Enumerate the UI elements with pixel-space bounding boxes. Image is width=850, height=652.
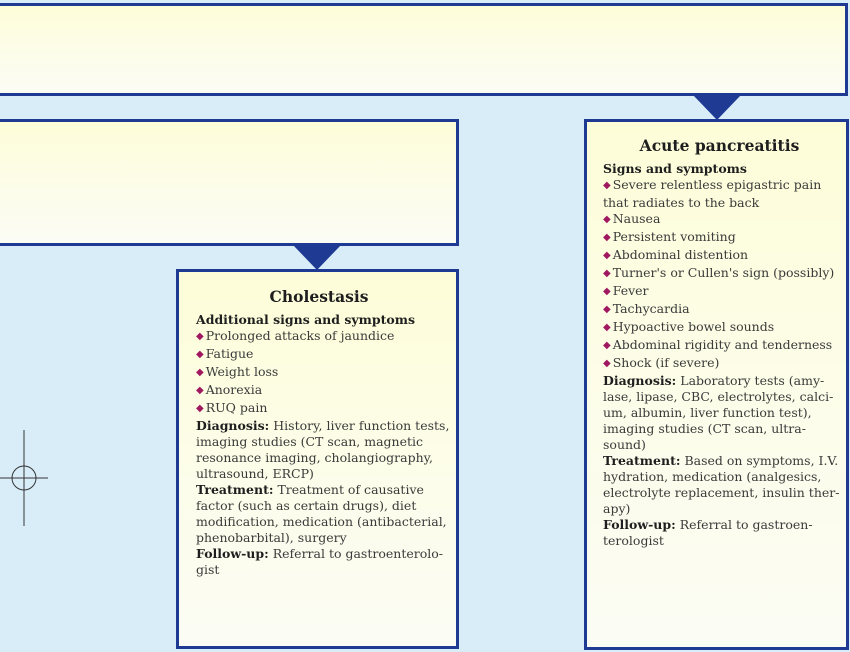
list-item: ◆ RUQ pain bbox=[196, 400, 268, 415]
list-item: ◆ Tachycardia bbox=[603, 301, 690, 316]
followup-label: Follow-up: bbox=[603, 517, 676, 532]
box-title: Cholestasis bbox=[269, 287, 369, 306]
diagnosis: Diagnosis: Laboratory tests (amy- lase, lipase, CBC, electrolytes, calci- um, albumin, liver function test), imaging studies (CT scan, ultra- sound) bbox=[603, 373, 834, 452]
list-item: ◆ Hypoactive bowel sounds bbox=[603, 319, 775, 334]
arrow-down-icon bbox=[293, 245, 341, 270]
list-item: ◆ Fever bbox=[603, 283, 649, 298]
top-flow-box bbox=[0, 3, 848, 96]
list-item: ◆ Nausea bbox=[603, 211, 661, 226]
follow-up: Follow-up: Referral to gastroenterolo- gist bbox=[196, 546, 443, 577]
list-item: ◆ Fatigue bbox=[196, 346, 254, 361]
treatment: Treatment: Based on symptoms, I.V. hydration, medication (analgesics, electrolyte replacement, insulin ther- apy) bbox=[603, 453, 840, 516]
acute-pancreatitis-box bbox=[584, 119, 849, 650]
diamond-icon: ◆ bbox=[603, 232, 611, 243]
followup-label: Follow-up: bbox=[196, 546, 269, 561]
treatment-label: Treatment: bbox=[196, 482, 274, 497]
registration-mark-icon bbox=[0, 428, 50, 528]
diamond-icon: ◆ bbox=[603, 358, 611, 369]
list-item: ◆ Severe relentless epigastric pain bbox=[603, 177, 822, 192]
signs-heading: Signs and symptoms bbox=[603, 161, 747, 176]
list-item: ◆ Abdominal distention bbox=[603, 247, 749, 262]
diamond-icon: ◆ bbox=[196, 331, 204, 342]
middle-flow-box bbox=[0, 119, 459, 246]
diamond-icon: ◆ bbox=[603, 340, 611, 351]
diamond-icon: ◆ bbox=[196, 385, 204, 396]
signs-heading: Additional signs and symptoms bbox=[196, 312, 416, 327]
diamond-icon: ◆ bbox=[196, 403, 204, 414]
diagnosis-label: Diagnosis: bbox=[196, 418, 270, 433]
list-item: ◆ Abdominal rigidity and tenderness bbox=[603, 337, 833, 352]
diagnosis: Diagnosis: History, liver function tests, imaging studies (CT scan, magnetic resonance imaging, cholangiography, ultrasound, ERCP) bbox=[196, 418, 450, 481]
diamond-icon: ◆ bbox=[603, 268, 611, 279]
follow-up: Follow-up: Referral to gastroen- terologist bbox=[603, 517, 813, 548]
diagnosis-label: Diagnosis: bbox=[603, 373, 677, 388]
list-item: ◆ Weight loss bbox=[196, 364, 279, 379]
diamond-icon: ◆ bbox=[603, 286, 611, 297]
list-item: ◆ Anorexia bbox=[196, 382, 263, 397]
diamond-icon: ◆ bbox=[603, 250, 611, 261]
treatment-label: Treatment: bbox=[603, 453, 681, 468]
list-item: ◆ Turner's or Cullen's sign (possibly) bbox=[603, 265, 835, 280]
diamond-icon: ◆ bbox=[196, 367, 204, 378]
diamond-icon: ◆ bbox=[196, 349, 204, 360]
treatment: Treatment: Treatment of causative factor (such as certain drugs), diet modification, medication (antibacterial, phenobarbital), surgery bbox=[196, 482, 447, 545]
list-item: ◆ Shock (if severe) bbox=[603, 355, 720, 370]
diamond-icon: ◆ bbox=[603, 214, 611, 225]
diamond-icon: ◆ bbox=[603, 322, 611, 333]
list-item-continuation: that radiates to the back bbox=[603, 195, 760, 210]
cholestasis-box bbox=[176, 269, 459, 649]
arrow-down-icon bbox=[693, 95, 741, 120]
diamond-icon: ◆ bbox=[603, 180, 611, 191]
diamond-icon: ◆ bbox=[603, 304, 611, 315]
box-title: Acute pancreatitis bbox=[639, 136, 800, 155]
list-item: ◆ Persistent vomiting bbox=[603, 229, 736, 244]
list-item: ◆ Prolonged attacks of jaundice bbox=[196, 328, 395, 343]
